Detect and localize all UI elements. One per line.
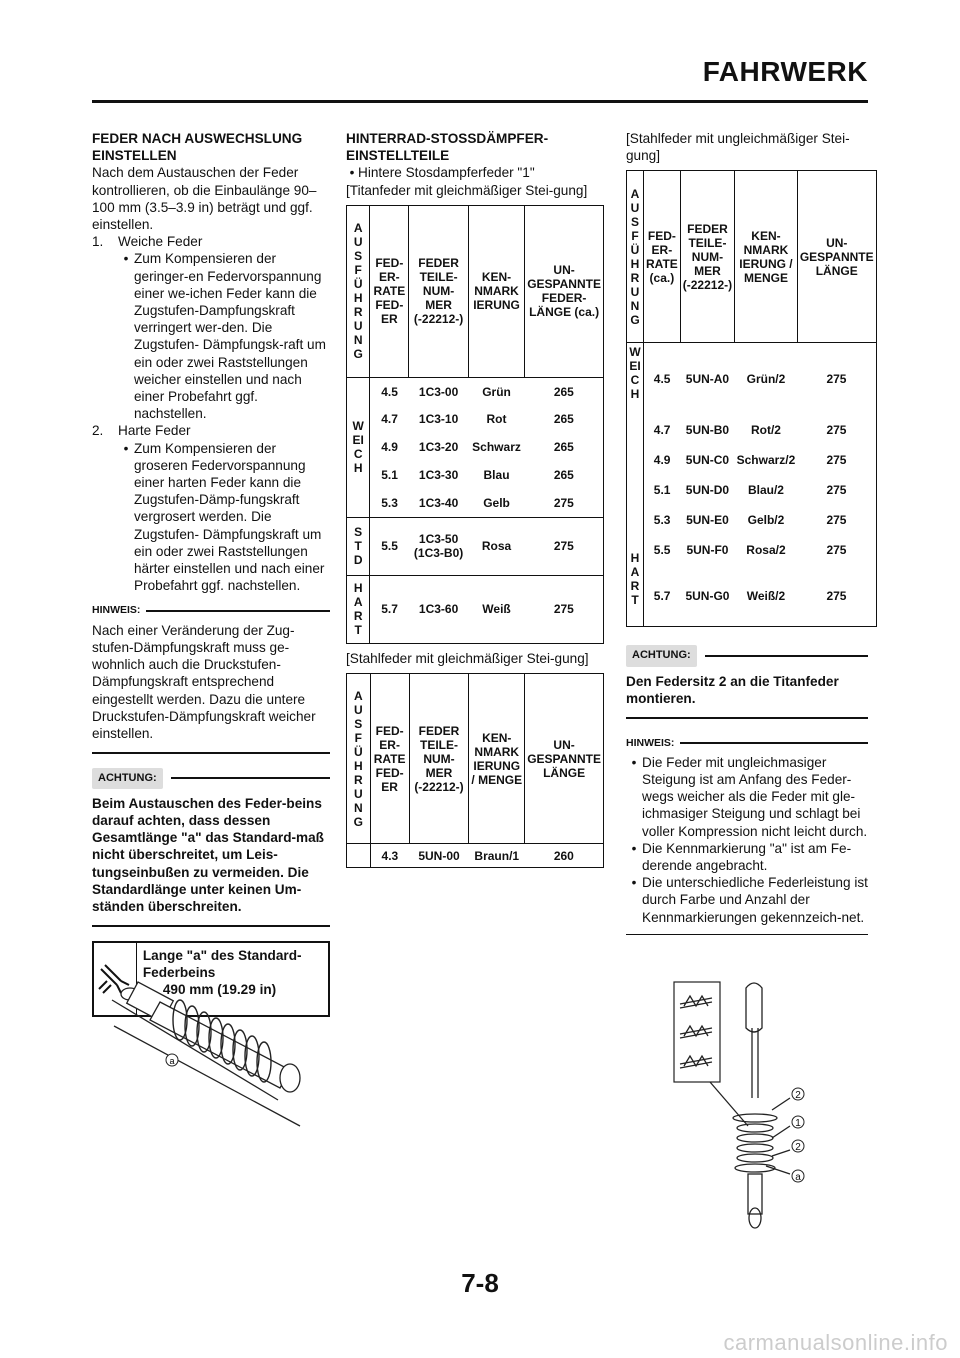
table-row [347, 575, 604, 643]
column-header: KEN-NMARK IERUNG / MENGE [469, 674, 525, 844]
table-cell: 4.7 [381, 412, 398, 427]
list-item [92, 422, 330, 439]
table-cell: Blau [483, 468, 510, 483]
column-header: AUSFÜHRUNG [630, 186, 640, 327]
page-number: 7-8 [461, 1268, 499, 1298]
column-header: FED-ER-RATE FED-ER [370, 674, 409, 844]
table-cell: 1C3-60 [418, 602, 459, 617]
achtung-label: ACHTUNG: [626, 645, 697, 666]
table-cell: 1C3-10 [418, 412, 459, 427]
table-cell: 265 [553, 440, 574, 455]
table-cell: 5UN-G0 [685, 588, 730, 603]
bullet-text: Hintere Stosdampferfeder "1" [358, 165, 535, 181]
table-cell: 5.7 [381, 602, 398, 617]
section-heading: HINTERRAD-STOSSDÄMPFER-EINSTELLTEILE [346, 131, 549, 164]
table-cell: 5UN-B0 [685, 422, 730, 437]
hinweis-text: Nach einer Veränderung der Zug-stufen-Dämpfungskraft muss ge-wohnlich auch die Druckstufen-Dämpfungskraft entsprechend eingestellt werden. Dazu die untere Druckstufen-Dämpfungskraft weicher einstellen. [92, 622, 316, 741]
bullet-text: Die Feder mit ungleichmasiger Steigung ist am Anfang des Feder-wegs weicher als die Feder mit gle-ichmasiger Steigung und schlagt bei voller Kompression nicht leicht durch. [642, 754, 868, 839]
bullet-icon: • [631, 875, 637, 891]
table-cell: 5UN-F0 [686, 542, 729, 557]
column-2 [346, 130, 604, 868]
achtung-header [626, 645, 868, 666]
table-cell: Gelb/2 [747, 512, 785, 527]
table-cell: 5UN-00 [418, 848, 460, 863]
table-cell: 5.5 [653, 542, 671, 557]
group-label [347, 844, 371, 868]
table-cell: 5UN-A0 [685, 372, 730, 387]
stahlfeder-table [346, 673, 604, 868]
item-label: Harte Feder [118, 423, 191, 439]
divider [626, 934, 868, 936]
group-label: STD [347, 517, 370, 575]
table-cell: 5UN-D0 [685, 482, 730, 497]
table-cell: 275 [826, 372, 847, 387]
hinweis-label: HINWEIS: [626, 736, 675, 749]
table-row [347, 433, 604, 461]
column-header: KEN-NMARK IERUNG / MENGE [735, 171, 798, 343]
table-row [627, 475, 877, 505]
table-cell: 5.5 [381, 539, 398, 554]
table-cell: Grün/2 [746, 372, 786, 387]
table-cell: Weiß [482, 602, 511, 617]
achtung-header [92, 768, 330, 789]
watermark: carmanualsonline.info [723, 1330, 948, 1355]
bullet-item [626, 754, 868, 840]
table-cell: 4.9 [653, 452, 671, 467]
table-cell: 1C3-50 (1C3-B0) [413, 532, 464, 561]
table-cell: 275 [553, 602, 574, 617]
shock-absorber-illustration [100, 978, 330, 1128]
figure-label-a: a [169, 1056, 175, 1066]
column-header: FED-ER-RATE FED-ER [370, 205, 409, 377]
column-header: FEDER TEILE-NUM-MER (-22212-) [680, 171, 734, 343]
column-header: FEDER TEILE-NUM-MER (-22212-) [409, 674, 469, 844]
table-cell: 275 [553, 539, 574, 554]
bullet-text: Die Kennmarkierung "a" ist am Fe-derende angebracht. [642, 840, 852, 873]
table-row [347, 405, 604, 433]
table-cell: Grün [482, 384, 511, 399]
table-cell: 275 [826, 542, 847, 557]
table-cell: 4.5 [653, 372, 671, 387]
bullet-item [92, 440, 330, 595]
bullet-icon: • [631, 754, 637, 770]
header-rule [92, 100, 868, 103]
table-cell: 5UN-C0 [685, 452, 730, 467]
column-header: UN-GESPANNTE FEDER-LÄNGE (ca.) [525, 205, 604, 377]
table-cell: 5.1 [381, 468, 398, 483]
table-cell: Schwarz/2 [736, 452, 796, 467]
figure-label-seat-2b: 2 [795, 1142, 801, 1153]
table-cell: Blau/2 [747, 482, 784, 497]
table-row [627, 535, 877, 565]
table-cell: 275 [826, 482, 847, 497]
column-3 [626, 130, 874, 935]
column-header: AUSFÜHRUNG [353, 688, 363, 829]
table-row [627, 445, 877, 475]
table-cell: 4.3 [381, 848, 399, 863]
bullet-text: Zum Kompensieren der groseren Federvorspannung einer harten Feder kann die Zugstufen-Dämp-fungskraft vergrosert werden. Die Zugstufen- Dämpfungskraft um ein oder zwei Raststellungen härter einstellen und nach einer Probefahrt ggf. nachstellen. [134, 440, 325, 594]
table-caption: [Titanfeder mit gleichmäßiger Stei-gung] [346, 182, 588, 198]
bullet-icon: • [123, 440, 129, 456]
item-label: Weiche Feder [118, 234, 203, 250]
column-header: FED-ER-RATE (ca.) [644, 171, 681, 343]
group-label [627, 343, 644, 627]
divider [92, 925, 330, 927]
figure-label-a: a [795, 1172, 801, 1183]
table-cell: 4.9 [381, 440, 398, 455]
table-cell: 5.1 [653, 482, 671, 497]
titanfeder-table [346, 205, 604, 644]
figure-label-spring-1: 1 [795, 1118, 801, 1129]
section-heading: FEDER NACH AUSWECHSLUNG EINSTELLEN [92, 131, 303, 164]
bullet-item [626, 840, 868, 874]
divider [705, 655, 868, 657]
table-cell: 275 [826, 512, 847, 527]
page-title: FAHRWERK [702, 56, 868, 87]
table-cell: Rot/2 [750, 422, 781, 437]
ungleich-table [626, 170, 877, 627]
table-cell: 4.7 [653, 422, 671, 437]
table-cell: Rot [486, 412, 507, 427]
table-caption: [Stahlfeder mit ungleichmäßiger Stei-gung] [626, 131, 850, 164]
table-cell: 5UN-E0 [686, 512, 729, 527]
column-header: AUSFÜHRUNG [353, 221, 363, 362]
table-cell: 5.3 [381, 496, 398, 511]
table-row [347, 844, 604, 868]
table-row [627, 565, 877, 627]
column-1 [92, 130, 330, 1017]
divider [171, 777, 330, 779]
table-cell: 275 [826, 588, 847, 603]
divider [626, 717, 868, 719]
table-cell: Weiß/2 [746, 588, 786, 603]
group-label: HART [347, 575, 370, 643]
table-row [347, 461, 604, 489]
table-cell: Gelb [483, 496, 510, 511]
group-label-bottom: HART [630, 551, 640, 608]
table-cell: Rosa [481, 539, 512, 554]
spec-value: 490 mm (19.29 in) [162, 981, 277, 997]
table-cell: 5.7 [653, 588, 671, 603]
bullet-item [346, 164, 604, 181]
table-cell: 1C3-20 [418, 440, 459, 455]
table-row [347, 517, 604, 575]
table-cell: 1C3-30 [418, 468, 459, 483]
column-header: FEDER TEILE-NUM-MER (-22212-) [409, 205, 469, 377]
table-cell: 265 [553, 468, 574, 483]
spring-assembly-illustration [672, 978, 822, 1236]
hinweis-header [92, 602, 330, 619]
table-row [347, 377, 604, 405]
table-cell: 265 [553, 412, 574, 427]
divider [146, 610, 330, 612]
table-cell: 275 [553, 496, 574, 511]
table-row [627, 415, 877, 445]
table-cell: 5.3 [653, 512, 671, 527]
table-cell: 275 [826, 422, 847, 437]
table-cell: 1C3-40 [418, 496, 459, 511]
achtung-label: ACHTUNG: [92, 768, 163, 789]
divider [92, 752, 330, 754]
list-item [92, 233, 330, 250]
table-cell: 275 [826, 452, 847, 467]
bullet-item [626, 874, 868, 926]
group-label: WEICH [347, 377, 370, 517]
column-header: UN-GESPANNTE LÄNGE [797, 171, 876, 343]
table-cell: Rosa/2 [746, 542, 786, 557]
item-number: 2. [92, 423, 104, 439]
table-cell: Schwarz [472, 440, 521, 455]
achtung-text: Beim Austauschen des Feder-beins darauf achten, dass dessen Gesamtlänge "a" das Standard-maß nicht überschreitet, um Leis-tungseinbußen zu vermeiden. Die Standardlänge unter keinen Um-ständen überschreiten. [92, 795, 324, 915]
spec-label: Lange "a" des Standard-Federbeins [142, 947, 302, 980]
table-row [627, 505, 877, 535]
item-number: 1. [92, 234, 104, 250]
group-label-top: WEICH [629, 345, 641, 402]
column-header: KEN-NMARK IERUNG [468, 205, 524, 377]
table-cell: 265 [553, 384, 574, 399]
achtung-text: Den Federsitz 2 an die Titanfeder montieren. [626, 673, 839, 706]
bullet-text: Zum Kompensieren der geringer-en Federvorspannung einer we-ichen Feder kann die Zugstufen-Dampfungskraft verringert wer-den. Die Zugstufen- Dämpfungsk-raft um ein oder zwei Raststellungen weicher einstellen und nach einer Probefahrt ggf. nachstellen. [134, 251, 326, 422]
hinweis-label: HINWEIS: [92, 604, 141, 617]
table-row [347, 489, 604, 517]
table-cell: 1C3-00 [418, 384, 459, 399]
divider [680, 742, 868, 744]
table-cell: Braun/1 [474, 848, 520, 863]
bullet-icon: • [349, 165, 355, 181]
table-cell: 260 [553, 848, 574, 863]
bullet-item [92, 250, 330, 422]
figure-label-seat-2: 2 [795, 1090, 801, 1101]
hinweis-header [626, 735, 868, 752]
bullet-icon: • [123, 251, 129, 267]
table-cell: 4.5 [381, 384, 398, 399]
table-row [627, 343, 877, 415]
bullet-text: Die unterschiedliche Federleistung ist durch Farbe und Anzahl der Kennmarkierungen gekennzeich-net. [642, 875, 868, 925]
column-header: UN-GESPANNTE LÄNGE [525, 674, 604, 844]
intro-text: Nach dem Austauschen der Feder kontrollieren, ob die Einbaulänge 90–100 mm (3.5–3.9 in) beträgt und ggf. einstellen. [92, 165, 317, 233]
bullet-icon: • [631, 840, 637, 856]
table-caption: [Stahlfeder mit gleichmäßiger Stei-gung] [346, 650, 589, 666]
